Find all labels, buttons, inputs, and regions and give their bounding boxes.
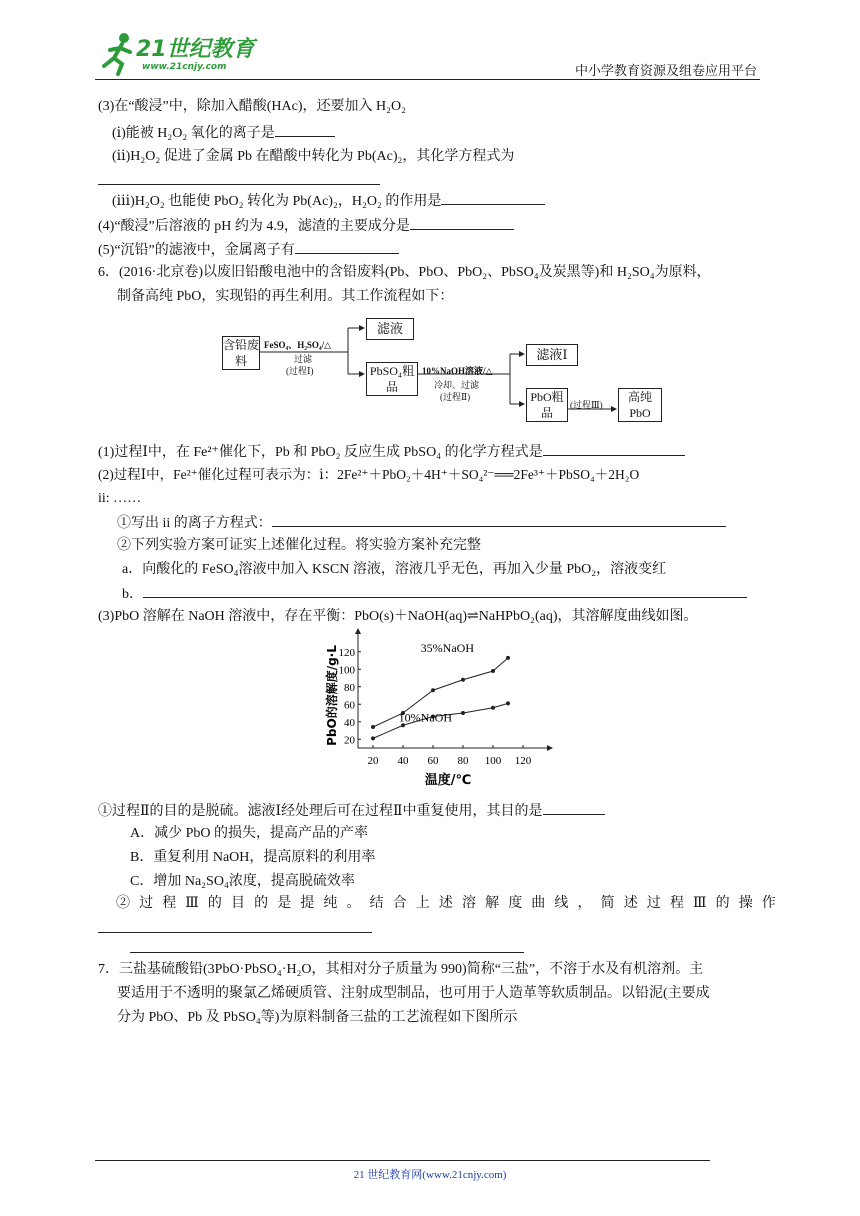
y-tick-label: 40 xyxy=(344,716,355,729)
q5-part3-iii-text: (ⅲ)H₂O₂ 也能使 PbO₂ 转化为 Pb(Ac)₂，H₂O₂ 的作用是 xyxy=(112,194,442,209)
logo xyxy=(96,30,276,78)
flow-step3-name: (过程Ⅲ) xyxy=(570,400,603,410)
data-point xyxy=(461,678,465,682)
series-label: 35%NaOH xyxy=(420,640,474,655)
x-tick-label: 120 xyxy=(514,755,532,767)
data-point xyxy=(506,656,510,660)
q6-part1-text: (1)过程Ⅰ中，在 Fe²⁺催化下，Pb 和 PbO₂ 反应生成 PbSO₄ 的化学方程式是 xyxy=(98,445,543,460)
flow-box-product: 高纯PbO xyxy=(618,388,662,422)
answer-line[interactable] xyxy=(98,184,380,185)
flow-step1-op: 过滤 xyxy=(294,354,313,364)
q5-part3-i-text: (ⅰ)能被 H₂O₂ 氧化的离子是 xyxy=(112,126,275,141)
data-point xyxy=(431,688,435,692)
y-tick-label: 120 xyxy=(338,646,355,659)
logo-text: 21世纪教育 xyxy=(136,37,255,62)
q6-part2-ii: ii: …… xyxy=(98,491,142,506)
data-point xyxy=(491,706,495,710)
q5-part3-ii: (ⅱ)H₂O₂ 促进了金属 Pb 在醋酸中转化为 Pb(Ac)₂，其化学方程式为 xyxy=(112,149,515,164)
flow-box-waste: 含铅废料 xyxy=(223,338,260,368)
footer-text: 21 世纪教育网(www.21cnjy.com) xyxy=(353,1169,507,1181)
logo-url: www.21cnjy.com xyxy=(142,62,227,72)
q5-part4-text: (4)“酸浸”后溶液的 pH 约为 4.9，滤渣的主要成分是 xyxy=(98,219,410,234)
answer-blank[interactable] xyxy=(410,215,514,230)
data-point xyxy=(506,701,510,705)
data-point xyxy=(371,725,375,729)
q6-part2-1-text: ①写出 ii 的离子方程式： xyxy=(117,516,272,531)
q6-part2: (2)过程Ⅰ中，Fe²⁺催化过程可表示为：ⅰ：2Fe²⁺＋PbO₂＋4H⁺＋SO₄²⁻══2Fe³⁺＋PbSO₄＋2H₂O xyxy=(98,467,640,482)
answer-blank[interactable] xyxy=(295,239,399,254)
q5-part3-iii xyxy=(112,190,545,212)
solubility-chart xyxy=(322,630,562,788)
header-rule xyxy=(95,79,760,80)
flow-box-filtrate: 滤液 xyxy=(366,318,414,340)
option-c: C．增加 Na₂SO₄浓度，提高脱硫效率 xyxy=(130,874,355,889)
q6-part2-b-text: b． xyxy=(122,587,143,602)
q5-part3: (3)在“酸浸”中，除加入醋酸(HAc)，还要加入 H₂O₂ xyxy=(98,99,406,114)
q7-line2: 要适用于不透明的聚氯乙烯硬质管、注射成型制品，也可用于人造革等软质制品。以铅泥(主要成 xyxy=(117,986,710,1001)
answer-blank[interactable] xyxy=(275,122,335,137)
q6-part2-b xyxy=(122,583,747,605)
y-tick-label: 100 xyxy=(338,664,355,677)
q5-part5-text: (5)“沉铅”的滤液中，金属离子有 xyxy=(98,243,295,258)
q6-part2-2: ②下列实验方案可证实上述催化过程。将实验方案补充完整 xyxy=(117,538,481,553)
q6-part3-1 xyxy=(98,800,605,822)
y-tick-label: 80 xyxy=(344,681,355,694)
data-point xyxy=(461,711,465,715)
answer-blank[interactable] xyxy=(272,512,726,527)
answer-line[interactable] xyxy=(98,932,372,933)
q6-intro-line1: 6．(2016·北京卷)以废旧铅酸电池中的含铅废料(Pb、PbO、PbO₂、PbSO₄及炭黑等)和 H₂SO₄为原料， xyxy=(98,265,711,280)
flow-step1-reagent: FeSO₄、H₂SO₄/△ xyxy=(264,340,332,350)
q6-part3-2: ②过程Ⅲ的目的是提纯。结合上述溶解度曲线，简述过程Ⅲ的操作 xyxy=(116,896,785,911)
footer-rule xyxy=(95,1160,710,1161)
flow-step2-name: (过程Ⅱ) xyxy=(440,392,471,402)
flow-box-filtrate1: 滤液Ⅰ xyxy=(526,344,578,366)
flow-step2-reagent: 10%NaOH溶液/△ xyxy=(422,366,493,376)
q5-part3-i xyxy=(112,122,335,144)
q5-part4 xyxy=(98,215,514,237)
q6-part3-1-text: ①过程Ⅱ的目的是脱硫。滤液Ⅰ经处理后可在过程Ⅱ中重复使用，其目的是 xyxy=(98,804,543,819)
q6-part3: (3)PbO 溶解在 NaOH 溶液中，存在平衡：PbO(s)＋NaOH(aq)⇌NaHPbO₂(aq)，其溶解度曲线如图。 xyxy=(98,609,698,624)
x-tick-label: 20 xyxy=(367,755,379,767)
option-a: A．减少 PbO 的损失，提高产品的产率 xyxy=(130,826,369,841)
flow-diagram xyxy=(220,316,700,426)
runner-icon xyxy=(96,30,136,76)
x-tick-label: 60 xyxy=(427,755,439,767)
x-tick-label: 100 xyxy=(484,755,502,767)
flow-step2-op: 冷却、过滤 xyxy=(434,380,480,390)
x-axis-label: 温度/℃ xyxy=(424,773,472,788)
answer-blank[interactable] xyxy=(543,441,685,456)
y-axis-label: PbO的溶解度/g·L xyxy=(325,645,339,746)
flow-step1-name: (过程Ⅰ) xyxy=(286,366,314,376)
answer-blank[interactable] xyxy=(143,583,747,598)
series-label: 10%NaOH xyxy=(398,710,452,725)
flow-box-crude-pbso4: PbSO₄粗品 xyxy=(366,362,418,396)
q6-part1 xyxy=(98,441,685,463)
data-point xyxy=(491,669,495,673)
y-tick-label: 20 xyxy=(344,734,355,747)
data-point xyxy=(371,736,375,740)
q7-line1: 7．三盐基硫酸铅(3PbO·PbSO₄·H₂O，其相对分子质量为 990)简称“三盐”，不溶于水及有机溶剂。主 xyxy=(98,962,704,977)
q6-part2-a: a．向酸化的 FeSO₄溶液中加入 KSCN 溶液，溶液几乎无色，再加入少量 PbO₂，溶液变红 xyxy=(122,562,667,577)
answer-blank[interactable] xyxy=(441,190,545,205)
x-tick-label: 40 xyxy=(397,755,409,767)
answer-line[interactable] xyxy=(130,952,524,953)
q7-line3: 分为 PbO、Pb 及 PbSO₄等)为原料制备三盐的工艺流程如下图所示 xyxy=(117,1010,518,1025)
x-tick-label: 80 xyxy=(457,755,469,767)
platform-title: 中小学教育资源及组卷应用平台 xyxy=(575,64,758,79)
option-b: B．重复利用 NaOH，提高原料的利用率 xyxy=(130,850,376,865)
q6-part2-1 xyxy=(117,512,726,534)
answer-blank[interactable] xyxy=(543,800,605,815)
q6-intro-line2: 制备高纯 PbO，实现铅的再生利用。其工作流程如下： xyxy=(117,289,454,304)
y-tick-label: 60 xyxy=(344,699,355,712)
flow-box-crude-pbo: PbO粗品 xyxy=(526,388,568,422)
q5-part5 xyxy=(98,239,399,261)
